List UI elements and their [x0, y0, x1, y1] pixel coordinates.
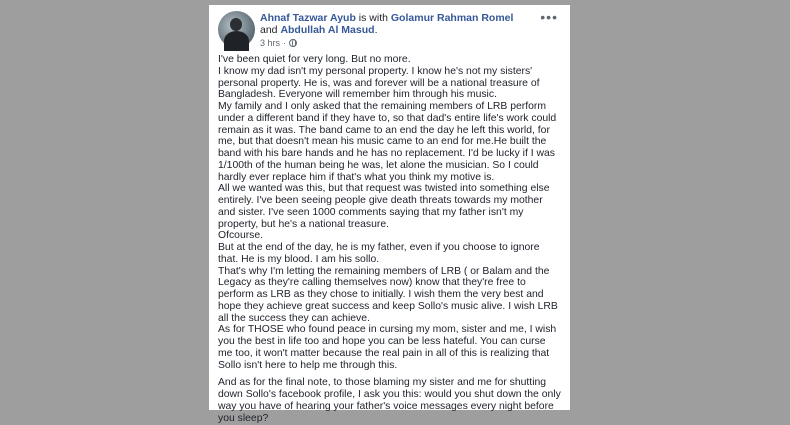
avatar-shoulders [224, 31, 249, 51]
post-paragraph: Ofcourse. [218, 230, 264, 242]
tagged-person-2[interactable]: Abdullah Al Masud [280, 24, 375, 36]
author-name[interactable]: Ahnaf Tazwar Ayub [260, 12, 356, 24]
post-paragraph: All we wanted was this, but that request was twisted into something else entirely. I've been seeing people give death threats towards my mother and sister. I've seen 1000 comments saying that my father isn't my property, but he's a national treasure. [218, 183, 550, 230]
post-header [218, 9, 562, 54]
and-text: and [260, 24, 281, 36]
tagged-suffix: . [374, 24, 378, 36]
post-paragraph: And as for the final note, to those blaming my sister and me for shutting down Sollo's facebook profile, I ask you this: would you shut down the only way you have of hearing your father's voice messages every night before you sleep? [218, 377, 561, 424]
meta-separator: · [283, 38, 287, 48]
avatar[interactable] [218, 11, 255, 48]
avatar-head [230, 18, 242, 31]
post-body [218, 54, 562, 424]
ellipsis-icon[interactable]: ••• [540, 9, 558, 25]
post-meta [260, 38, 297, 48]
post-paragraph: As for THOSE who found peace in cursing my mom, sister and me, I wish you the best in life too and hope you can be less hateful. You can curse me too, it won't matter because the real pain in all of this is realizing that Sollo isn't here to help me through this. [218, 324, 557, 371]
post-paragraph: That's why I'm letting the remaining members of LRB ( or Balam and the Legacy as they're calling themselves now) know that they're free to perform as LRB as they chose to initially. I wish them the very best and hope they achieve great success and keep Sollo's music alive. I wish LRB all the success they can achieve. [218, 265, 558, 324]
post-paragraph: I know my dad isn't my personal property. I know he's not my sisters' personal property. He is, was and forever will be a national treasure of Bangladesh. Everyone will remember him through his music. [218, 65, 540, 101]
post-paragraph: But at the end of the day, he is my father, even if you choose to ignore that. He is my blood. I am his sollo. [218, 242, 540, 265]
tagged-person-1[interactable]: Golamur Rahman Romel [390, 12, 514, 24]
facebook-post [209, 5, 570, 424]
post-paragraph: My family and I only asked that the remaining members of LRB perform under a different band if they have to, so that dad's entire life's work could remain as it was. The band came to an end the day he left this world, for me, but that doesn't mean his music came to an end for me.He built the band with his bare hands and he has no replacement. I'd be lucky if I was 1/100th of the human being he was, let alone the musician. So I could hardly ever replace him if that's what you think my motive is. [218, 101, 557, 183]
globe-icon[interactable] [289, 39, 297, 47]
with-text: is with [355, 12, 391, 24]
post-header-text [260, 12, 532, 36]
post-timestamp[interactable]: 3 hrs [260, 38, 281, 48]
post-paragraph: I've been quiet for very long. But no more. [218, 54, 411, 65]
